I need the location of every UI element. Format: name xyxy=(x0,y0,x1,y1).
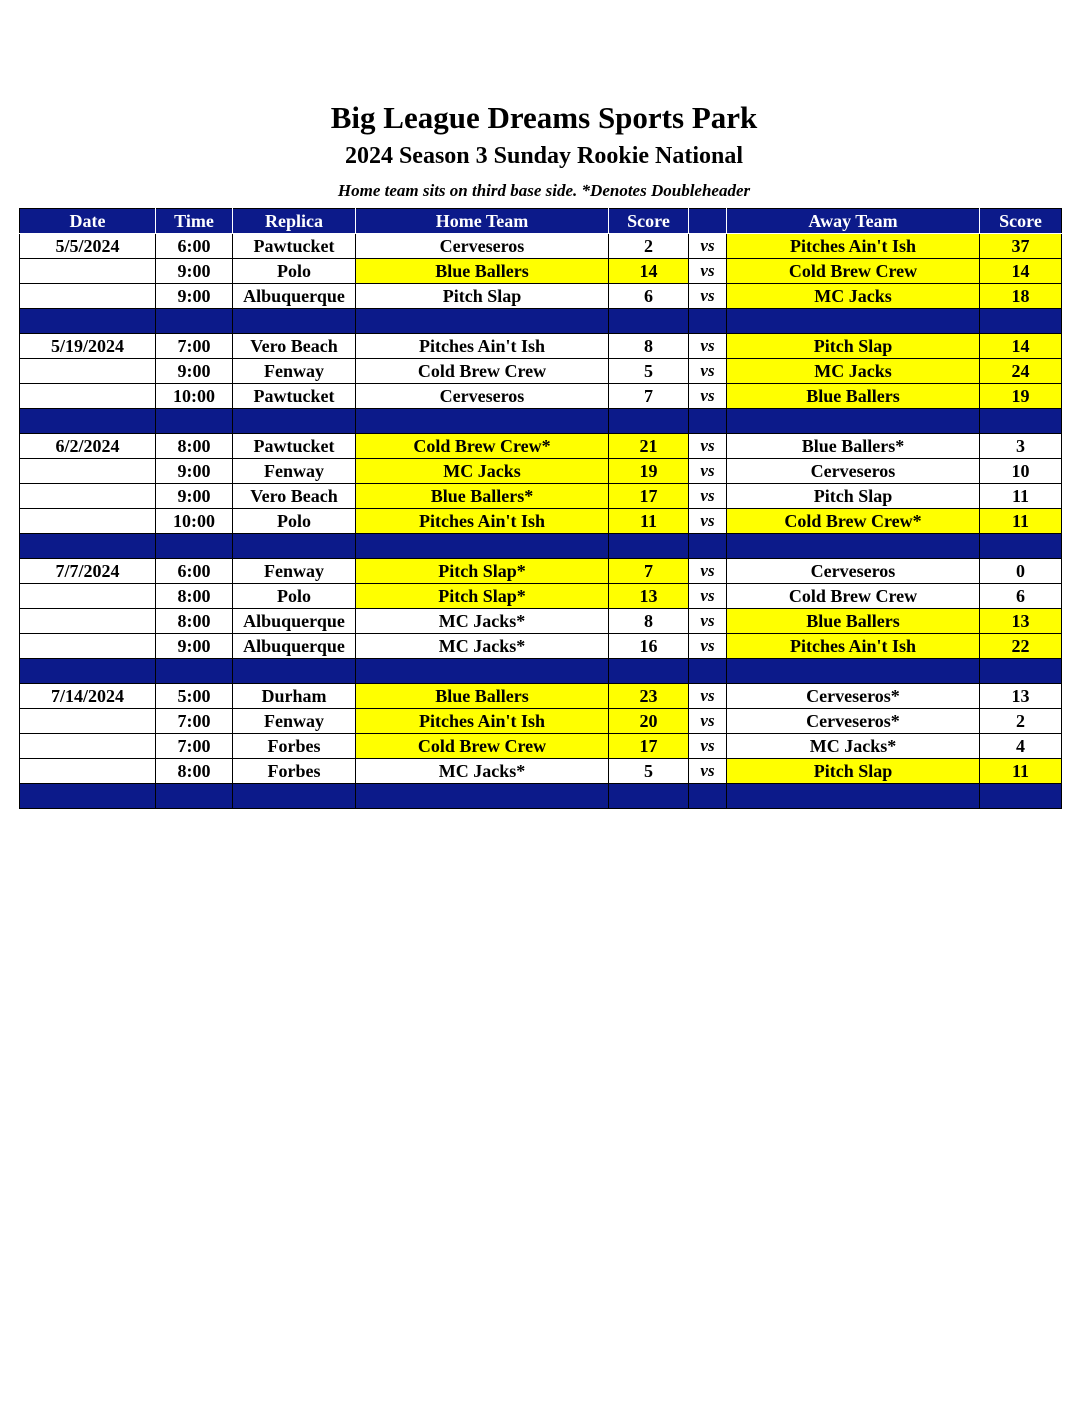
schedule-body xyxy=(20,234,1062,809)
schedule-table xyxy=(19,208,1062,809)
away-team-cell: Cerveseros* xyxy=(727,684,980,709)
game-row xyxy=(20,509,1062,534)
separator-cell xyxy=(609,409,689,434)
separator-cell xyxy=(20,409,156,434)
vs-cell: vs xyxy=(689,759,727,784)
date-cell: 7/14/2024 xyxy=(20,684,156,709)
home-score-cell: 5 xyxy=(609,759,689,784)
vs-cell: vs xyxy=(689,434,727,459)
away-score-cell: 2 xyxy=(980,709,1062,734)
game-row xyxy=(20,259,1062,284)
separator-cell xyxy=(233,659,356,684)
date-cell xyxy=(20,259,156,284)
replica-cell: Pawtucket xyxy=(233,384,356,409)
away-score-cell: 11 xyxy=(980,484,1062,509)
separator-cell xyxy=(727,784,980,809)
separator-cell xyxy=(689,409,727,434)
date-cell xyxy=(20,609,156,634)
home-team-cell: Cold Brew Crew xyxy=(356,359,609,384)
column-header-home-score: Score xyxy=(609,209,689,234)
separator-cell xyxy=(156,659,233,684)
separator-cell xyxy=(727,409,980,434)
away-team-cell: Cold Brew Crew* xyxy=(727,509,980,534)
game-row xyxy=(20,634,1062,659)
replica-cell: Polo xyxy=(233,259,356,284)
replica-cell: Fenway xyxy=(233,559,356,584)
vs-cell: vs xyxy=(689,384,727,409)
game-row xyxy=(20,684,1062,709)
away-team-cell: MC Jacks* xyxy=(727,734,980,759)
replica-cell: Polo xyxy=(233,509,356,534)
home-score-cell: 6 xyxy=(609,284,689,309)
time-cell: 9:00 xyxy=(156,459,233,484)
column-header-date: Date xyxy=(20,209,156,234)
home-score-cell: 19 xyxy=(609,459,689,484)
home-team-cell: Cerveseros xyxy=(356,384,609,409)
away-score-cell: 10 xyxy=(980,459,1062,484)
separator-cell xyxy=(727,534,980,559)
schedule-note: Home team sits on third base side. *Denotes Doubleheader xyxy=(337,181,751,200)
replica-cell: Durham xyxy=(233,684,356,709)
replica-cell: Forbes xyxy=(233,734,356,759)
home-score-cell: 21 xyxy=(609,434,689,459)
home-team-cell: Pitches Ain't Ish xyxy=(356,334,609,359)
home-team-cell: Pitch Slap xyxy=(356,284,609,309)
replica-cell: Fenway xyxy=(233,709,356,734)
separator-cell xyxy=(609,659,689,684)
time-cell: 9:00 xyxy=(156,284,233,309)
away-team-cell: Cerveseros xyxy=(727,459,980,484)
vs-cell: vs xyxy=(689,484,727,509)
away-team-cell: Cold Brew Crew xyxy=(727,259,980,284)
header-row xyxy=(20,209,1062,234)
game-row xyxy=(20,759,1062,784)
home-team-cell: Pitch Slap* xyxy=(356,559,609,584)
away-team-cell: Cerveseros* xyxy=(727,709,980,734)
home-score-cell: 8 xyxy=(609,609,689,634)
home-team-cell: MC Jacks* xyxy=(356,759,609,784)
separator-cell xyxy=(727,659,980,684)
separator-cell xyxy=(233,534,356,559)
page-subtitle: 2024 Season 3 Sunday Rookie National xyxy=(344,143,744,169)
home-score-cell: 17 xyxy=(609,734,689,759)
away-team-cell: Pitches Ain't Ish xyxy=(727,634,980,659)
column-header-away-team: Away Team xyxy=(727,209,980,234)
away-team-cell: Cerveseros xyxy=(727,559,980,584)
time-cell: 8:00 xyxy=(156,584,233,609)
replica-cell: Forbes xyxy=(233,759,356,784)
replica-cell: Albuquerque xyxy=(233,284,356,309)
home-score-cell: 16 xyxy=(609,634,689,659)
away-score-cell: 6 xyxy=(980,584,1062,609)
separator-cell xyxy=(980,784,1062,809)
home-score-cell: 23 xyxy=(609,684,689,709)
separator-cell xyxy=(356,784,609,809)
vs-cell: vs xyxy=(689,734,727,759)
home-score-cell: 14 xyxy=(609,259,689,284)
time-cell: 10:00 xyxy=(156,384,233,409)
home-team-cell: Pitches Ain't Ish xyxy=(356,709,609,734)
away-team-cell: Blue Ballers xyxy=(727,609,980,634)
time-cell: 7:00 xyxy=(156,709,233,734)
separator-cell xyxy=(20,534,156,559)
separator-cell xyxy=(156,534,233,559)
away-score-cell: 3 xyxy=(980,434,1062,459)
separator-cell xyxy=(980,309,1062,334)
home-team-cell: Blue Ballers* xyxy=(356,484,609,509)
home-score-cell: 5 xyxy=(609,359,689,384)
separator-cell xyxy=(233,309,356,334)
away-score-cell: 14 xyxy=(980,259,1062,284)
separator-cell xyxy=(609,784,689,809)
separator-cell xyxy=(980,659,1062,684)
replica-cell: Polo xyxy=(233,584,356,609)
vs-cell: vs xyxy=(689,709,727,734)
vs-cell: vs xyxy=(689,234,727,259)
separator-cell xyxy=(356,659,609,684)
away-score-cell: 37 xyxy=(980,234,1062,259)
away-score-cell: 22 xyxy=(980,634,1062,659)
home-team-cell: MC Jacks* xyxy=(356,609,609,634)
separator-cell xyxy=(609,534,689,559)
game-row xyxy=(20,459,1062,484)
date-cell xyxy=(20,384,156,409)
home-score-cell: 11 xyxy=(609,509,689,534)
home-team-cell: Pitch Slap* xyxy=(356,584,609,609)
separator-cell xyxy=(20,659,156,684)
time-cell: 9:00 xyxy=(156,359,233,384)
time-cell: 9:00 xyxy=(156,259,233,284)
replica-cell: Fenway xyxy=(233,359,356,384)
home-score-cell: 2 xyxy=(609,234,689,259)
column-header-vs xyxy=(689,209,727,234)
game-row xyxy=(20,359,1062,384)
date-cell xyxy=(20,459,156,484)
column-header-time: Time xyxy=(156,209,233,234)
time-cell: 6:00 xyxy=(156,234,233,259)
away-team-cell: MC Jacks xyxy=(727,359,980,384)
away-team-cell: Pitches Ain't Ish xyxy=(727,234,980,259)
time-cell: 10:00 xyxy=(156,509,233,534)
away-score-cell: 0 xyxy=(980,559,1062,584)
vs-cell: vs xyxy=(689,359,727,384)
game-row xyxy=(20,584,1062,609)
vs-cell: vs xyxy=(689,509,727,534)
home-team-cell: MC Jacks xyxy=(356,459,609,484)
home-score-cell: 7 xyxy=(609,384,689,409)
home-score-cell: 13 xyxy=(609,584,689,609)
separator-cell xyxy=(20,784,156,809)
separator-cell xyxy=(980,534,1062,559)
replica-cell: Vero Beach xyxy=(233,484,356,509)
vs-cell: vs xyxy=(689,284,727,309)
away-team-cell: MC Jacks xyxy=(727,284,980,309)
date-cell: 5/19/2024 xyxy=(20,334,156,359)
column-header-replica: Replica xyxy=(233,209,356,234)
separator-cell xyxy=(356,309,609,334)
time-cell: 6:00 xyxy=(156,559,233,584)
replica-cell: Fenway xyxy=(233,459,356,484)
separator-cell xyxy=(609,309,689,334)
separator-cell xyxy=(689,659,727,684)
away-score-cell: 24 xyxy=(980,359,1062,384)
week-separator-row xyxy=(20,534,1062,559)
vs-cell: vs xyxy=(689,559,727,584)
game-row xyxy=(20,559,1062,584)
week-separator-row xyxy=(20,659,1062,684)
replica-cell: Pawtucket xyxy=(233,234,356,259)
game-row xyxy=(20,734,1062,759)
game-row xyxy=(20,284,1062,309)
separator-cell xyxy=(689,784,727,809)
separator-cell xyxy=(727,309,980,334)
separator-cell xyxy=(156,309,233,334)
separator-cell xyxy=(233,784,356,809)
away-team-cell: Pitch Slap xyxy=(727,484,980,509)
game-row xyxy=(20,384,1062,409)
separator-cell xyxy=(156,409,233,434)
time-cell: 5:00 xyxy=(156,684,233,709)
week-separator-row xyxy=(20,784,1062,809)
page-title: Big League Dreams Sports Park xyxy=(330,100,758,135)
away-score-cell: 13 xyxy=(980,609,1062,634)
home-team-cell: MC Jacks* xyxy=(356,634,609,659)
date-cell: 5/5/2024 xyxy=(20,234,156,259)
game-row xyxy=(20,609,1062,634)
home-score-cell: 8 xyxy=(609,334,689,359)
time-cell: 9:00 xyxy=(156,484,233,509)
home-team-cell: Cold Brew Crew* xyxy=(356,434,609,459)
home-team-cell: Blue Ballers xyxy=(356,684,609,709)
separator-cell xyxy=(233,409,356,434)
vs-cell: vs xyxy=(689,334,727,359)
separator-cell xyxy=(689,534,727,559)
time-cell: 9:00 xyxy=(156,634,233,659)
time-cell: 8:00 xyxy=(156,759,233,784)
date-cell: 7/7/2024 xyxy=(20,559,156,584)
away-score-cell: 11 xyxy=(980,759,1062,784)
away-score-cell: 11 xyxy=(980,509,1062,534)
away-score-cell: 14 xyxy=(980,334,1062,359)
away-team-cell: Cold Brew Crew xyxy=(727,584,980,609)
week-separator-row xyxy=(20,309,1062,334)
vs-cell: vs xyxy=(689,609,727,634)
home-team-cell: Blue Ballers xyxy=(356,259,609,284)
separator-cell xyxy=(356,409,609,434)
time-cell: 8:00 xyxy=(156,434,233,459)
time-cell: 7:00 xyxy=(156,334,233,359)
column-header-home-team: Home Team xyxy=(356,209,609,234)
away-score-cell: 4 xyxy=(980,734,1062,759)
date-cell xyxy=(20,734,156,759)
away-team-cell: Pitch Slap xyxy=(727,759,980,784)
date-cell xyxy=(20,634,156,659)
separator-cell xyxy=(156,784,233,809)
date-cell: 6/2/2024 xyxy=(20,434,156,459)
game-row xyxy=(20,709,1062,734)
away-team-cell: Blue Ballers xyxy=(727,384,980,409)
vs-cell: vs xyxy=(689,459,727,484)
week-separator-row xyxy=(20,409,1062,434)
vs-cell: vs xyxy=(689,584,727,609)
away-score-cell: 13 xyxy=(980,684,1062,709)
replica-cell: Pawtucket xyxy=(233,434,356,459)
date-cell xyxy=(20,284,156,309)
time-cell: 8:00 xyxy=(156,609,233,634)
date-cell xyxy=(20,709,156,734)
vs-cell: vs xyxy=(689,634,727,659)
replica-cell: Albuquerque xyxy=(233,634,356,659)
away-team-cell: Blue Ballers* xyxy=(727,434,980,459)
separator-cell xyxy=(689,309,727,334)
home-team-cell: Cerveseros xyxy=(356,234,609,259)
date-cell xyxy=(20,759,156,784)
separator-cell xyxy=(356,534,609,559)
separator-cell xyxy=(20,309,156,334)
date-cell xyxy=(20,359,156,384)
home-score-cell: 7 xyxy=(609,559,689,584)
away-score-cell: 19 xyxy=(980,384,1062,409)
replica-cell: Vero Beach xyxy=(233,334,356,359)
date-cell xyxy=(20,509,156,534)
game-row xyxy=(20,484,1062,509)
game-row xyxy=(20,234,1062,259)
home-team-cell: Pitches Ain't Ish xyxy=(356,509,609,534)
column-header-away-score: Score xyxy=(980,209,1062,234)
separator-cell xyxy=(980,409,1062,434)
game-row xyxy=(20,334,1062,359)
away-team-cell: Pitch Slap xyxy=(727,334,980,359)
vs-cell: vs xyxy=(689,684,727,709)
home-score-cell: 17 xyxy=(609,484,689,509)
time-cell: 7:00 xyxy=(156,734,233,759)
date-cell xyxy=(20,584,156,609)
game-row xyxy=(20,434,1062,459)
home-score-cell: 20 xyxy=(609,709,689,734)
vs-cell: vs xyxy=(689,259,727,284)
date-cell xyxy=(20,484,156,509)
away-score-cell: 18 xyxy=(980,284,1062,309)
home-team-cell: Cold Brew Crew xyxy=(356,734,609,759)
replica-cell: Albuquerque xyxy=(233,609,356,634)
